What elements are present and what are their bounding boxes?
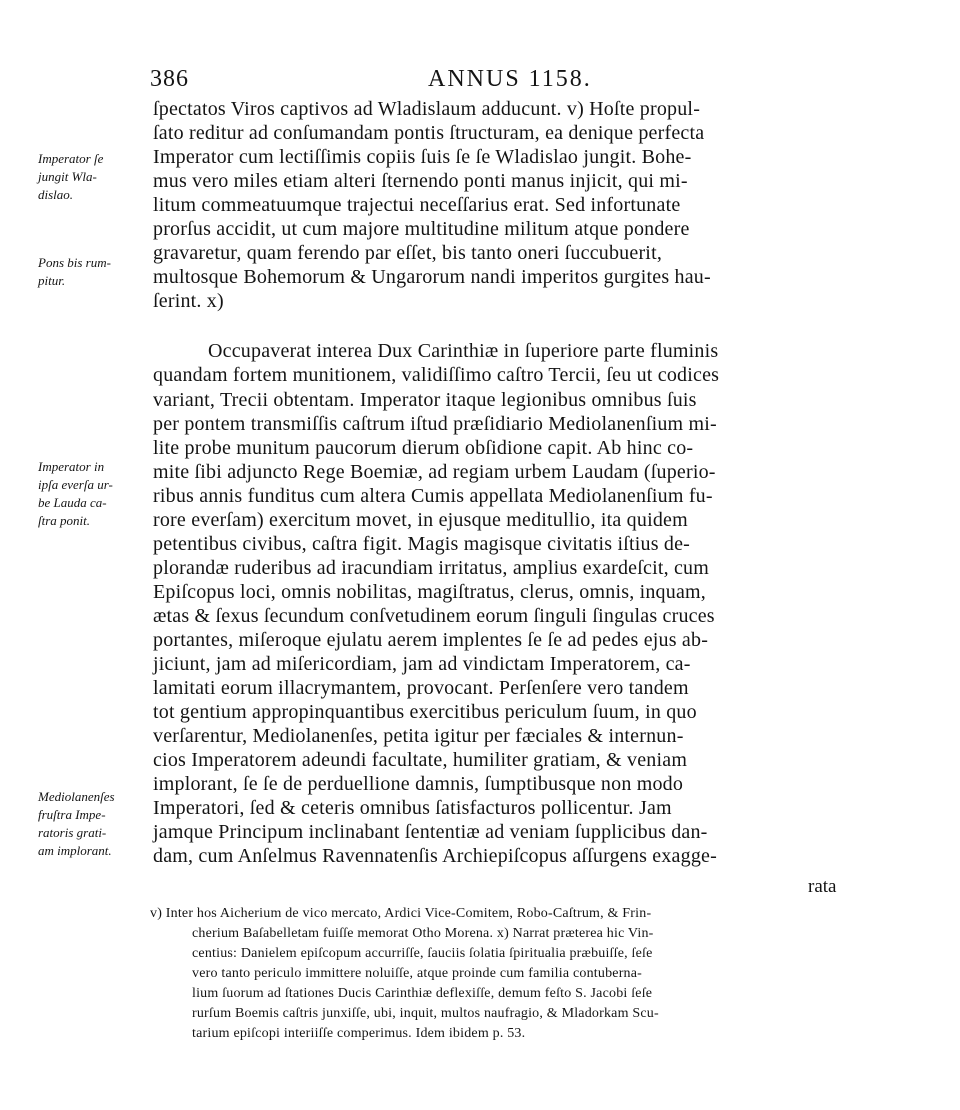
text-line: multosque Bohemorum & Ungarorum nandi imperitos gurgites hau- [153,266,711,288]
footnote-line: centius: Danielem epiſcopum accurriſſe, ſauciis ſolatia ſpiritualia præbuiſſe, ſeſe [192,946,653,961]
text-line: ribus annis funditus cum altera Cumis appellata Mediolanenſium fu- [153,485,713,507]
text-line: cios Imperatorem adeundi facultate, humiliter gratiam, & veniam [153,749,688,771]
text-line: jiciunt, jam ad miſericordiam, jam ad vindictam Imperatorem, ca- [153,653,691,675]
text-line: mus vero miles etiam alteri ſternendo ponti manus injicit, qui mi- [153,170,688,192]
footnote-line: lium ſuorum ad ſtationes Ducis Carinthiæ deflexiſſe, demum feſto S. Jacobi ſeſe [192,986,653,1001]
page-number: 386 [150,66,189,92]
text-line: variant, Trecii obtentam. Imperator itaque legionibus omnibus ſuis [153,389,697,411]
margin-note: Pons bis rum- pitur. [38,255,111,288]
text-line: verſarentur, Mediolanenſes, petita igitur per fæciales & internun- [153,725,684,747]
text-line: rore everſam) exercitum movet, in ejusque meditullio, ita quidem [153,509,688,531]
text-line: per pontem transmiſſis caſtrum iſtud præſidiario Mediolanenſium mi- [153,413,717,435]
text-line: Imperator cum lectiſſimis copiis ſuis ſe ſe Wladislao jungit. Bohe- [153,146,692,168]
text-line: mite ſibi adjuncto Rege Boemiæ, ad regiam urbem Laudam (ſuperio- [153,461,716,483]
text-line: ſato reditur ad conſumandam pontis ſtructuram, ea denique perfecta [153,122,705,144]
text-line: lamitati eorum illacrymantem, provocant. Perſenſere vero tandem [153,677,689,699]
margin-note: Mediolanenſes fruſtra Impe- ratoris grati- am implorant. [38,789,115,858]
footnote-line: tarium epiſcopi interiiſſe comperimus. Idem ibidem p. 53. [192,1026,526,1041]
text-line: litum commeatuumque trajectui neceſſarius erat. Sed infortunate [153,194,681,216]
margin-note: Imperator in ipſa everſa ur- be Lauda ca- ſtra ponit. [38,459,113,528]
text-line: gravaretur, quam ferendo par eſſet, bis tanto oneri ſuccubuerit, [153,242,663,264]
catchword: rata [808,876,837,897]
footnote-line: rurſum Boemis caſtris junxiſſe, ubi, inquit, multos naufragio, & Mladorkam Scu- [192,1006,659,1021]
text-line: prorſus accidit, ut cum majore multitudine militum atque pondere [153,218,690,240]
footnote-line: vero tanto periculo immittere noluiſſe, atque proinde cum familia contuberna- [192,966,643,981]
text-line: petentibus civibus, caſtra figit. Magis magisque civitatis iſtius de- [153,533,691,555]
margin-note: Imperator ſe jungit Wla- dislao. [38,151,104,202]
footnote-line: v) Inter hos Aicherium de vico mercato, Ardici Vice-Comitem, Robo-Caſtrum, & Frin- [150,906,652,921]
text-line: ſpectatos Viros captivos ad Wladislaum adducunt. v) Hoſte propul- [153,98,701,120]
text-line: jamque Principum inclinabant ſententiæ ad veniam ſupplicibus dan- [153,821,708,843]
text-line: ætas & ſexus ſecundum conſvetudinem eorum ſinguli ſingulas cruces [153,605,715,627]
text-line: implorant, ſe ſe de perduellione damnis, ſumptibusque non modo [153,773,684,795]
text-line: plorandæ ruderibus ad iracundiam irritatus, amplius exardeſcit, cum [153,557,710,579]
text-line: tot gentium appropinquantibus exercitibus periculum ſuum, in quo [153,701,697,723]
running-title: ANNUS 1158. [428,66,592,92]
text-line: dam, cum Anſelmus Ravennatenſis Archiepiſcopus aſſurgens exagge- [153,845,717,867]
footnote-line: cherium Baſabelletam fuiſſe memorat Otho Morena. x) Narrat præterea hic Vin- [192,926,654,941]
text-line: lite probe munitum paucorum dierum obſidione capit. Ab hinc co- [153,437,694,459]
text-line: Occupaverat interea Dux Carinthiæ in ſuperiore parte fluminis [208,340,719,362]
text-line: Imperatori, ſed & ceteris omnibus ſatisfacturos pollicentur. Jam [153,797,672,819]
text-line: Epiſcopus loci, omnis nobilitas, magiſtratus, clerus, omnis, inquam, [153,581,706,603]
text-line: portantes, miſeroque ejulatu aerem implentes ſe ſe ad pedes ejus ab- [153,629,709,651]
text-line: ſerint. x) [153,290,224,312]
text-line: quandam fortem munitionem, validiſſimo caſtro Tercii, ſeu ut codices [153,364,720,386]
